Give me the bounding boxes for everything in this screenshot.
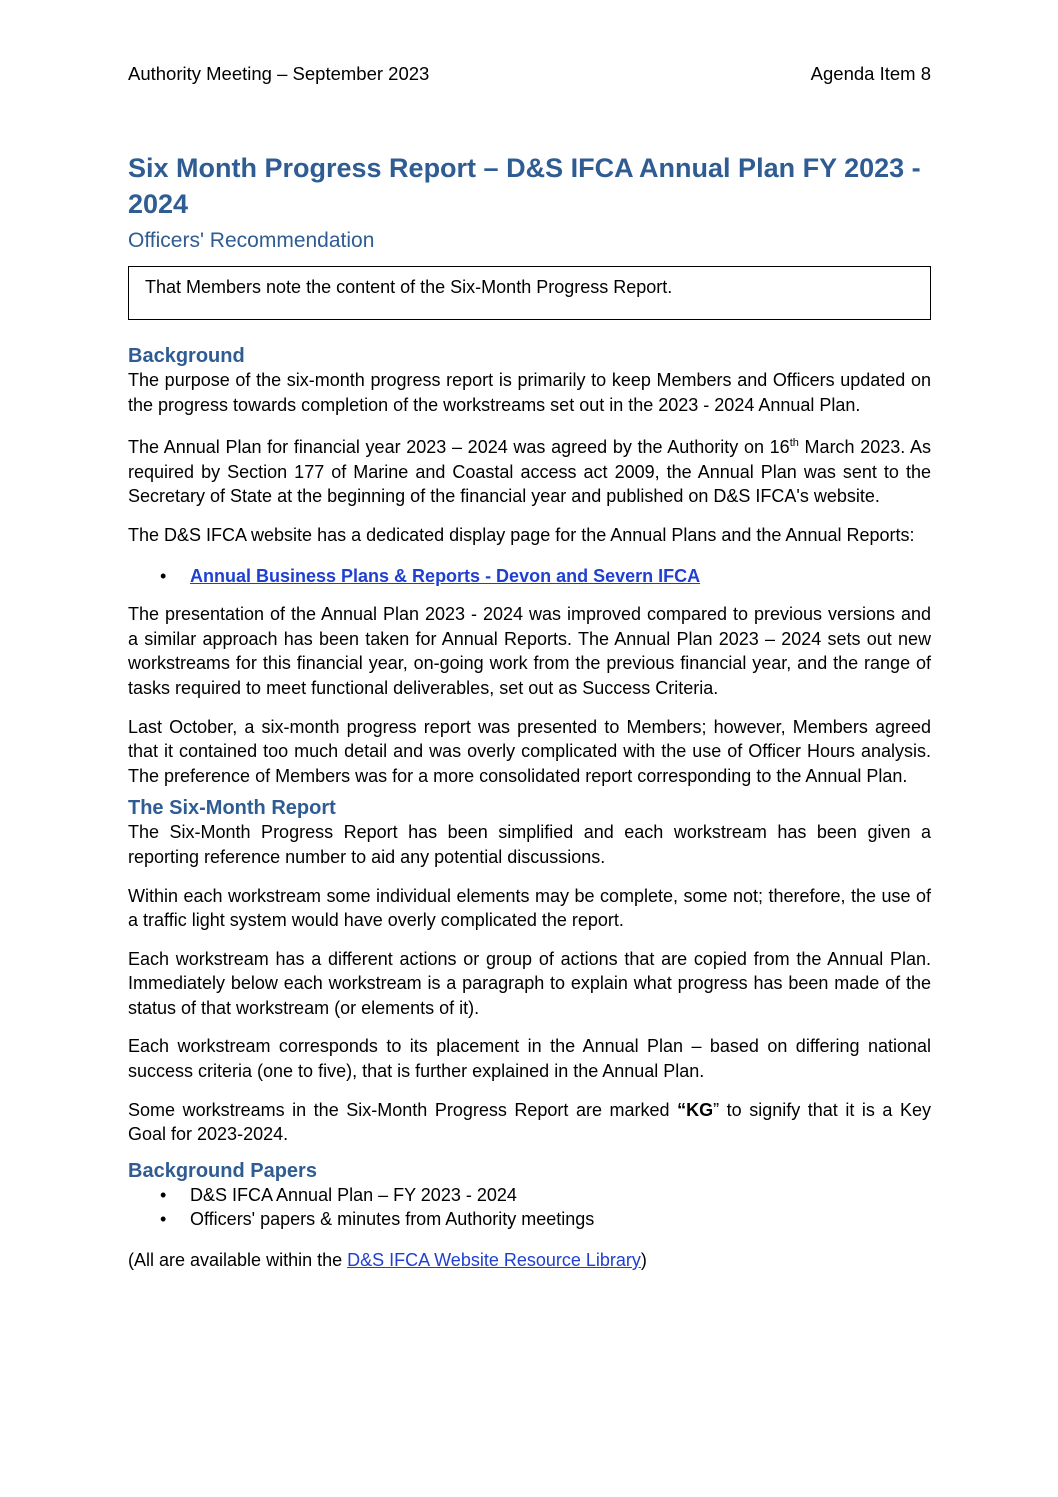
background-paragraph-5: Last October, a six-month progress report was presented to Members; however, Members agreed that it contained too much detail and was overly complicated with the use of Officer Hours analysis. The preference of Members was for a more consolidated report corresponding to the Annual Plan.: [128, 716, 931, 786]
link-list: [128, 564, 931, 589]
papers-footer: (All are available within the D&S IFCA Website Resource Library): [128, 1250, 647, 1271]
papers-list: [128, 1183, 931, 1232]
six-month-paragraph-3: Each workstream has a different actions or group of actions that are copied from the Annual Plan. Immediately below each workstream is a paragraph to explain what progress has been made of the status of that workstream (or elements of it).: [128, 948, 931, 1018]
background-papers-heading: Background Papers: [128, 1159, 317, 1182]
background-paragraph-1: The purpose of the six-month progress report is primarily to keep Members and Officers updated on the progress towards completion of the workstreams set out in the 2023 - 2024 Annual Plan.: [128, 370, 931, 415]
recommendation-text: That Members note the content of the Six-Month Progress Report.: [145, 277, 673, 297]
background-section: [128, 344, 931, 788]
six-month-heading: The Six-Month Report: [128, 797, 336, 820]
background-papers-section: [128, 1159, 931, 1273]
recommendation-heading: Officers' Recommendation: [128, 229, 375, 252]
list-item: [128, 564, 931, 589]
six-month-paragraph-4: Each workstream corresponds to its placement in the Annual Plan – based on differing national success criteria (one to five), that is further explained in the Annual Plan.: [128, 1036, 931, 1082]
background-paragraph-4: The presentation of the Annual Plan 2023 - 2024 was improved compared to previous versions and a similar approach has been taken for Annual Reports. The Annual Plan 2023 – 2024 sets out new workstreams for this financial year, on-going work from the previous financial year, and the range of tasks required to meet functional deliverables, set out as Success Criteria.: [128, 604, 931, 698]
annual-plans-link[interactable]: Annual Business Plans & Reports - Devon and Severn IFCA: [190, 565, 701, 586]
background-paragraph-3: The D&S IFCA website has a dedicated display page for the Annual Plans and the Annual Reports:: [128, 524, 915, 545]
list-item: • D&S IFCA Annual Plan – FY 2023 - 2024: [128, 1183, 931, 1208]
document-page: [128, 62, 931, 1273]
list-item: • Officers' papers & minutes from Authority meetings: [128, 1207, 931, 1232]
six-month-paragraph-1: The Six-Month Progress Report has been simplified and each workstream has been given a reporting reference number to aid any potential discussions.: [128, 822, 931, 867]
resource-library-link[interactable]: D&S IFCA Website Resource Library: [347, 1250, 641, 1271]
six-month-section: [128, 796, 931, 1147]
meeting-label: Authority Meeting – September 2023: [128, 63, 430, 84]
recommendation-box: [128, 266, 931, 320]
six-month-paragraph-5: Some workstreams in the Six-Month Progress Report are marked “KG” to signify that it is a Key Goal for 2023-2024.: [128, 1099, 931, 1145]
page-header: [128, 62, 931, 86]
background-heading: Background: [128, 345, 245, 367]
six-month-paragraph-2: Within each workstream some individual elements may be complete, some not; therefore, the use of a traffic light system would have overly complicated the report.: [128, 885, 931, 931]
background-paragraph-2: The Annual Plan for financial year 2023 – 2024 was agreed by the Authority on 16th March 2023. As required by Section 177 of Marine and Coastal access act 2009, the Annual Plan was sent to the Secretary of State at the beginning of the financial year and published on D&S IFCA's website.: [128, 437, 931, 507]
page-title: Six Month Progress Report – D&S IFCA Annual Plan FY 2023 - 2024: [128, 153, 921, 219]
agenda-item-label: Agenda Item 8: [810, 63, 931, 84]
